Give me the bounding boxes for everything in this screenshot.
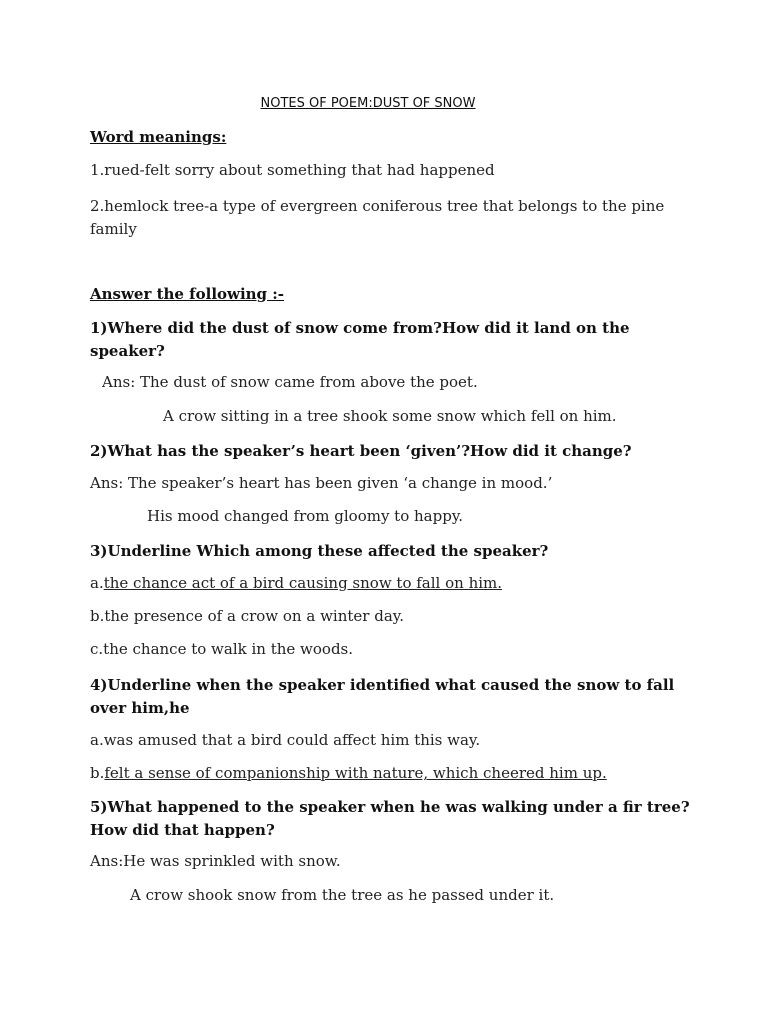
option-3a-text: the chance act of a bird causing snow to fall on him. — [103, 574, 503, 592]
answer-5-line-2: A crow shook snow from the tree as he passed under it. — [130, 886, 555, 904]
question-5: 5)What happened to the speaker when he was walking under a fir tree? How did that happen? — [90, 798, 690, 839]
option-3c: c.the chance to walk in the woods. — [90, 640, 354, 658]
question-3: 3)Underline Which among these affected the speaker? — [90, 542, 549, 560]
word-meaning-1: 1.rued-felt sorry about something that had happened — [90, 161, 495, 179]
option-3b: b.the presence of a crow on a winter day. — [90, 607, 405, 625]
word-meaning-2: 2.hemlock tree-a type of evergreen coniferous tree that belongs to the pine family — [90, 197, 665, 238]
option-4b-text: felt a sense of companionship with nature, which cheered him up. — [104, 764, 607, 782]
option-4b — [90, 764, 607, 782]
answer-2-line-1: Ans: The speaker’s heart has been given ‘a change in mood.’ — [90, 474, 553, 492]
answer-heading: Answer the following :- — [90, 285, 285, 303]
option-3a-prefix: a. — [90, 574, 104, 592]
answer-5-line-1: Ans:He was sprinkled with snow. — [90, 852, 341, 870]
answer-1-line-2: A crow sitting in a tree shook some snow which fell on him. — [163, 407, 617, 425]
word-meanings-heading: Word meanings: — [90, 128, 227, 146]
page-title: NOTES OF POEM:DUST OF SNOW — [260, 96, 476, 111]
question-4: 4)Underline when the speaker identified what caused the snow to fall over him,he — [90, 676, 675, 717]
answer-2-line-2: His mood changed from gloomy to happy. — [147, 507, 464, 525]
option-3a — [90, 574, 502, 592]
question-2: 2)What has the speaker’s heart been ‘given’?How did it change? — [90, 442, 632, 460]
answer-1-line-1: Ans: The dust of snow came from above the poet. — [102, 373, 478, 391]
option-4b-prefix: b. — [90, 764, 105, 782]
option-4a: a.was amused that a bird could affect him this way. — [90, 731, 481, 749]
question-1: 1)Where did the dust of snow come from?How did it land on the speaker? — [90, 319, 630, 360]
